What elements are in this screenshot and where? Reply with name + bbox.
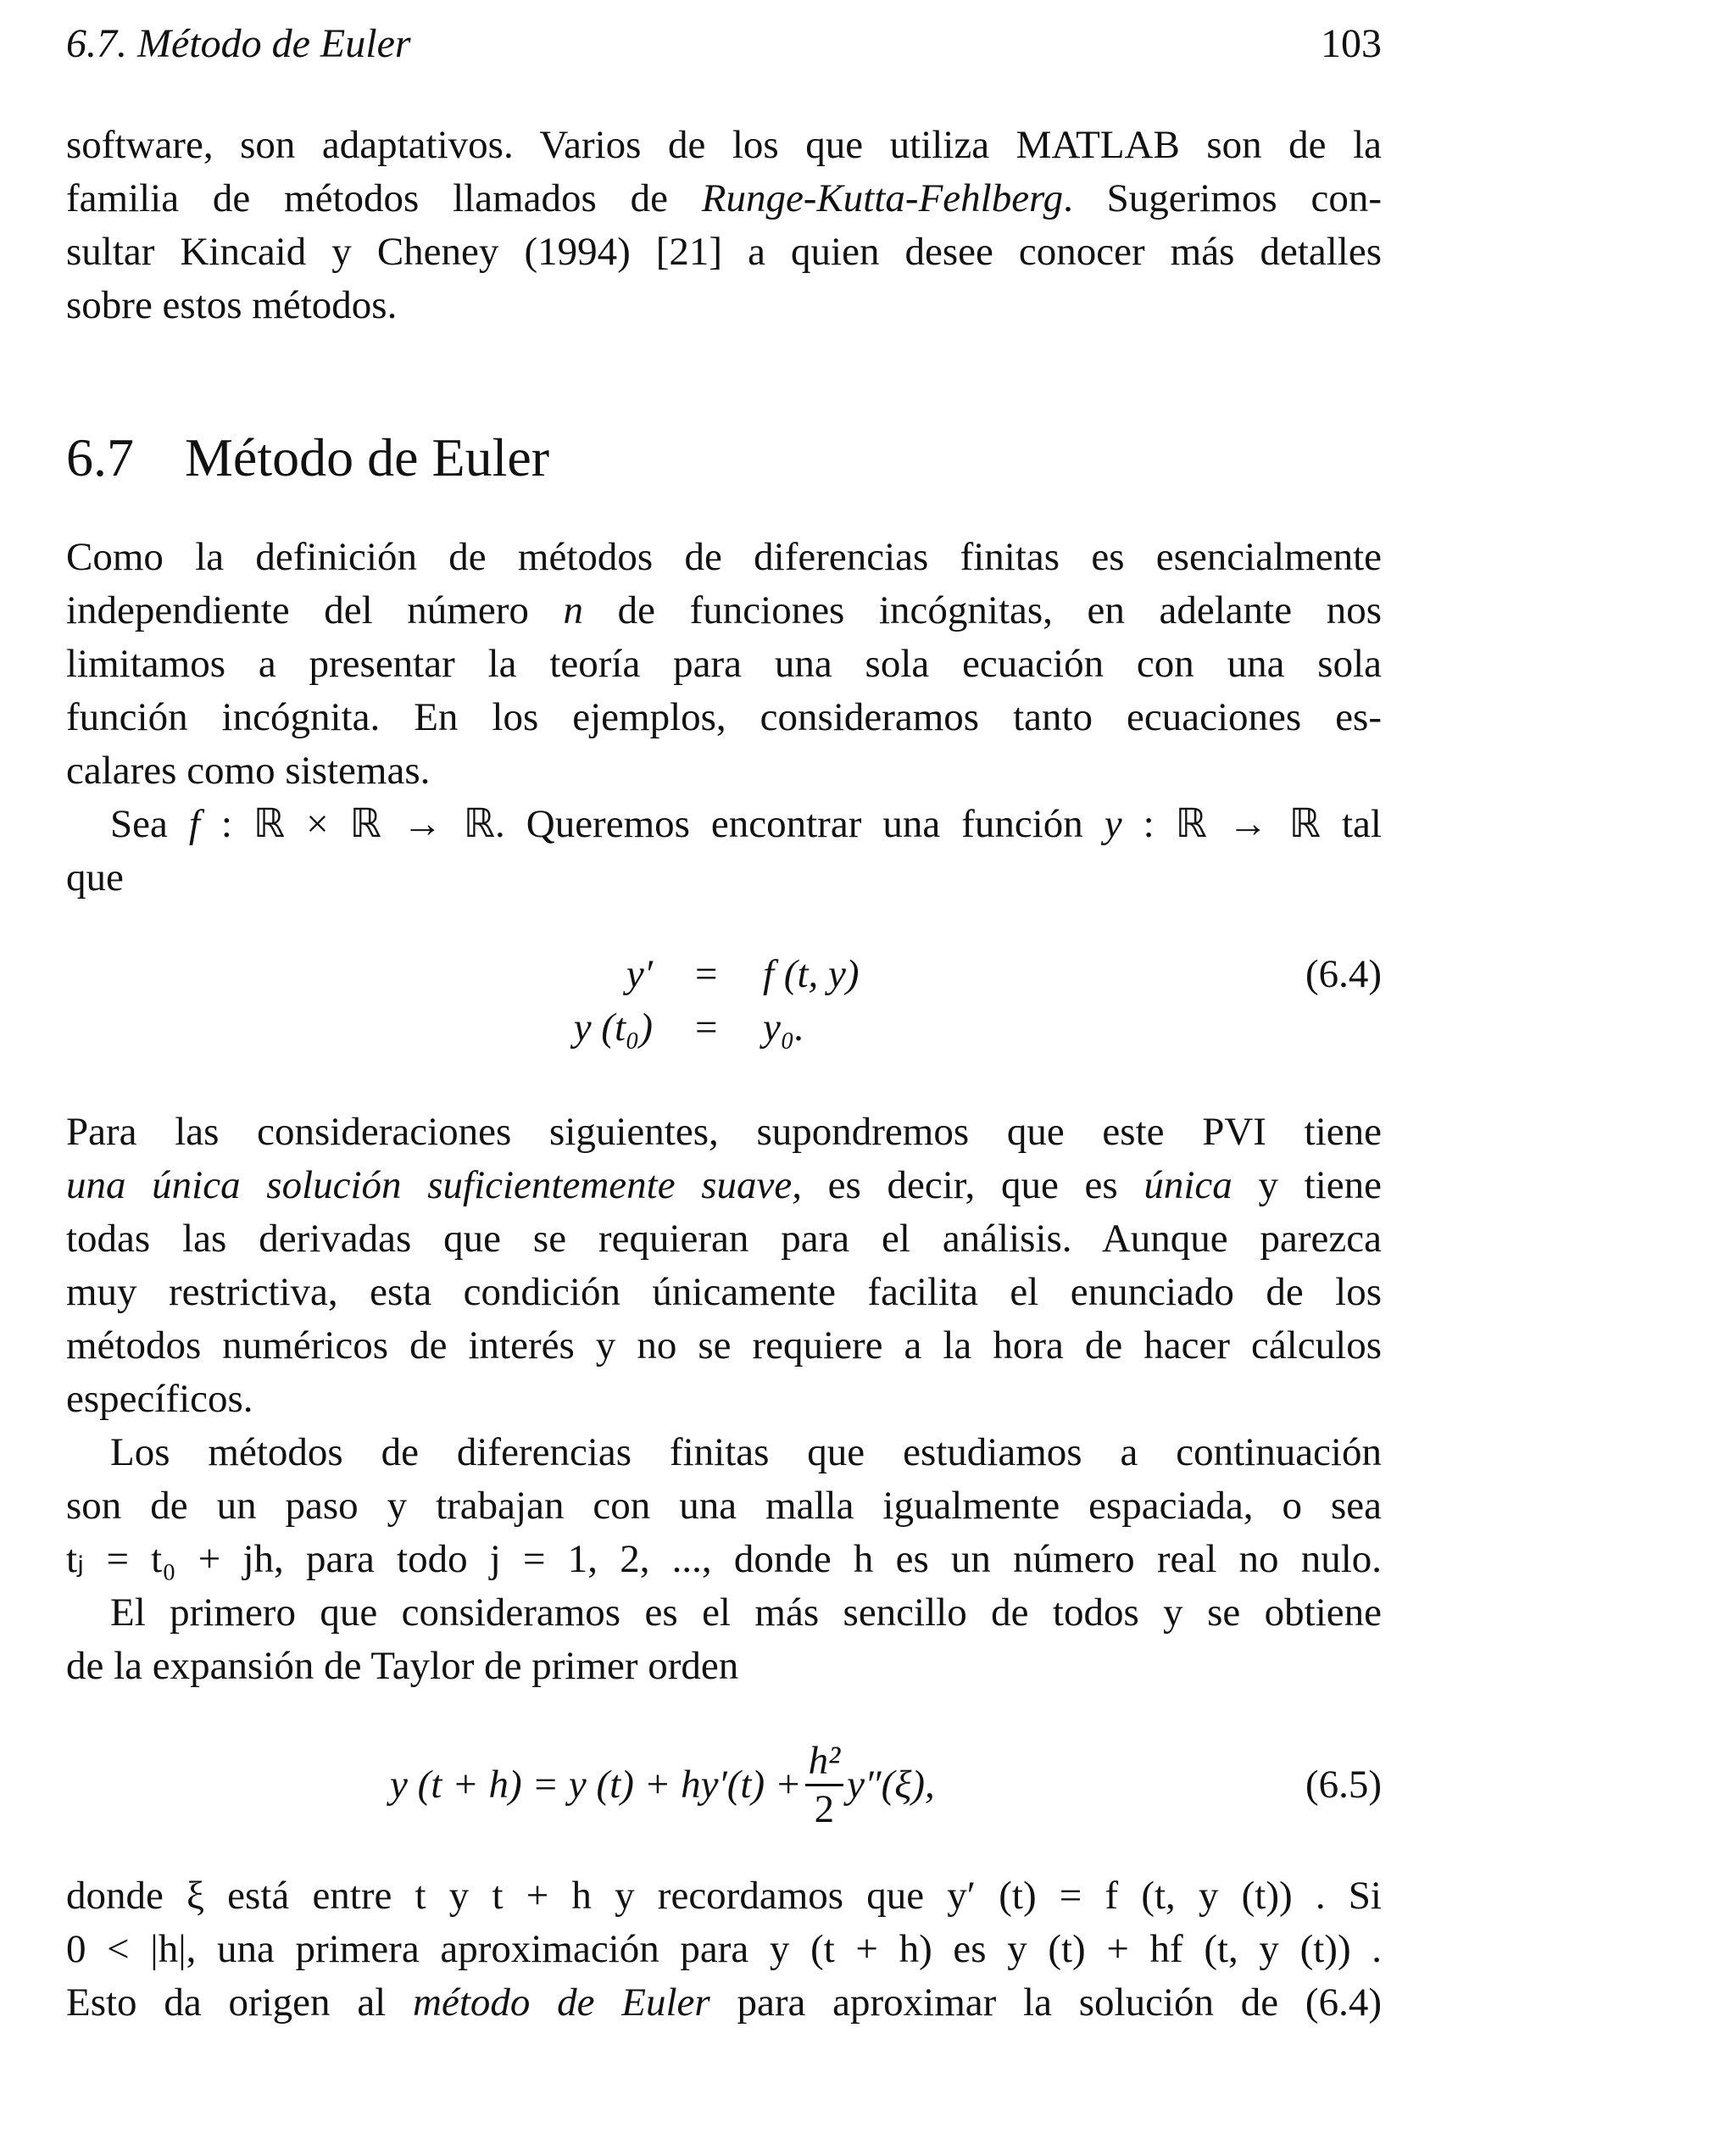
paragraph-1: [66, 531, 1382, 905]
text-line: que: [66, 855, 124, 900]
section-title: Método de Euler: [185, 427, 550, 487]
emphasis-text: una única solución suficientemente suave,: [66, 1163, 802, 1207]
fraction-numerator: h²: [805, 1738, 844, 1786]
paragraph-3: [66, 1106, 1382, 1693]
text-span: de funciones incógnitas, en adelante nos: [583, 588, 1383, 632]
text-line: [66, 1976, 1382, 2030]
text-span: Sea: [110, 802, 189, 846]
text-span: : ℝ → ℝ tal: [1121, 802, 1382, 846]
text-line: métodos numéricos de interés y no se requiere a la hora de hacer cálculos: [66, 1323, 1382, 1368]
text-span: . Sugerimos con-: [1063, 176, 1383, 220]
equation-number: (6.5): [1305, 1763, 1382, 1807]
text-line: sobre estos métodos.: [66, 283, 398, 327]
paragraph-6: [66, 1869, 1382, 2030]
text-line: software, son adaptativos. Varios de los que utiliza MATLAB son de la: [66, 123, 1382, 167]
text-line: son de un paso y trabajan con una malla igualmente espaciada, o sea: [66, 1484, 1382, 1528]
emphasis-text: método de Euler: [413, 1980, 710, 2025]
text-line: El primero que consideramos es el más sencillo de todos y se obtiene: [110, 1590, 1382, 1635]
equation-number: (6.4): [1305, 952, 1382, 996]
math-variable: n: [563, 588, 583, 632]
equation-6-5: [390, 1730, 935, 1840]
text-span: para aproximar la solución de (6.4): [709, 1980, 1382, 2025]
text-span: es decir, que es: [802, 1163, 1144, 1207]
text-span: familia de métodos llamados de: [66, 176, 702, 220]
text-line: [66, 798, 1382, 851]
eq-rhs: y″(ξ),: [847, 1762, 935, 1807]
running-head-title: 6.7. Método de Euler: [66, 21, 411, 66]
text-line: sultar Kincaid y Cheney (1994) [21] a quien desee conocer más detalles: [66, 230, 1382, 274]
text-line: [66, 1159, 1382, 1212]
intro-paragraph: [66, 119, 1382, 332]
equation-6-4: [559, 948, 860, 1058]
text-span: independiente del número: [66, 588, 564, 632]
fraction: [805, 1738, 844, 1832]
fraction-denominator: 2: [814, 1786, 835, 1831]
text-line: [66, 172, 1382, 226]
eq-relation: =: [695, 1005, 718, 1050]
text-line: de la expansión de Taylor de primer orden: [66, 1644, 739, 1688]
eq-rhs: f (t, y): [763, 952, 860, 996]
text-line: Para las consideraciones siguientes, supondremos que este PVI tiene: [66, 1110, 1382, 1154]
text-line: calares como sistemas.: [66, 749, 431, 793]
text-line: donde ξ está entre t y t + h y recordamos que y′ (t) = f (t, y (t)) . Si: [66, 1874, 1382, 1918]
text-line: muy restrictiva, esta condición únicamente facilita el enunciado de los: [66, 1270, 1382, 1314]
text-line: Como la definición de métodos de diferencias finitas es esencialmente: [66, 535, 1382, 579]
text-line: función incógnita. En los ejemplos, consideramos tanto ecuaciones es-: [66, 695, 1382, 739]
eq-lhs: y (t + h) = y (t) + hy′(t) +: [390, 1762, 802, 1807]
eq-relation: =: [695, 952, 718, 996]
text-line: 0 < |h|, una primera aproximación para y (t + h) es y (t) + hf (t, y (t)) .: [66, 1927, 1382, 1971]
text-line: [66, 584, 1382, 638]
eq-rhs: y₀.: [763, 1005, 804, 1050]
eq-lhs: y (t₀): [573, 1005, 653, 1050]
text-line: específicos.: [66, 1377, 253, 1421]
text-span: Esto da origen al: [66, 1980, 414, 2025]
section-number: 6.7: [66, 427, 134, 487]
math-variable: f: [188, 802, 200, 846]
math-variable: y: [1104, 802, 1122, 846]
emphasis-text: única: [1143, 1163, 1232, 1207]
text-line: todas las derivadas que se requieran para el análisis. Aunque parezca: [66, 1217, 1382, 1261]
running-head: [66, 19, 1382, 70]
text-span: y tiene: [1232, 1163, 1382, 1207]
emphasis-text: Runge-Kutta-Fehlberg: [701, 176, 1064, 220]
eq-lhs: y′: [626, 952, 653, 996]
text-line: Los métodos de diferencias finitas que estudiamos a continuación: [110, 1430, 1382, 1474]
text-line: tⱼ = t₀ + jh, para todo j = 1, 2, ..., donde h es un número real no nulo.: [66, 1537, 1382, 1581]
section-heading: [66, 424, 549, 492]
page-number: 103: [1321, 21, 1382, 66]
text-span: : ℝ × ℝ → ℝ. Queremos encontrar una función: [199, 802, 1104, 846]
text-line: limitamos a presentar la teoría para una sola ecuación con una sola: [66, 642, 1382, 686]
